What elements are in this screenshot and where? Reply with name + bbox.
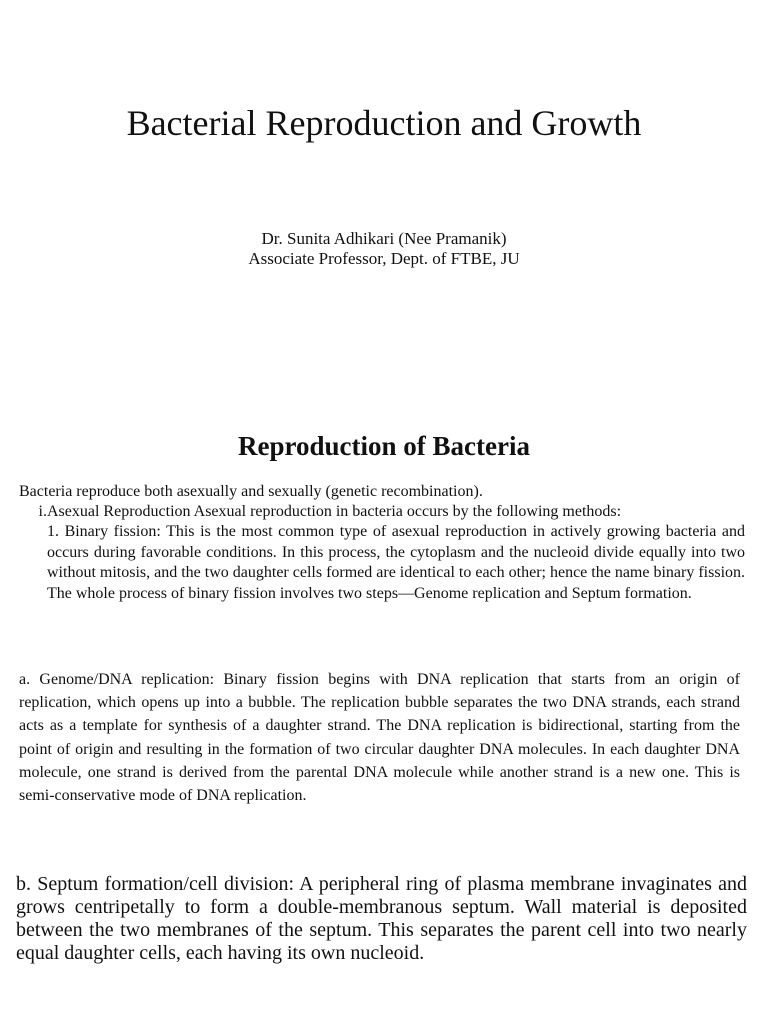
intro-paragraph: Bacteria reproduce both asexually and sexually (genetic recombination). bbox=[19, 483, 483, 500]
binary-fission-paragraph: 1. Binary fission: This is the most common type of asexual reproduction in actively growing bacteria and occurs during favorable conditions. In this process, the cytoplasm and the nucleoid divide equally into two without mitosis, and the two daughter cells formed are identical to each other; hence the name binary fission. The whole process of binary fission involves two steps—Genome replication and Septum formation. bbox=[47, 523, 746, 602]
author-name: Dr. Sunita Adhikari (Nee Pramanik) bbox=[261, 229, 507, 248]
section-heading: Reproduction of Bacteria bbox=[238, 431, 530, 461]
dna-replication-paragraph: a. Genome/DNA replication: Binary fission begins with DNA replication that starts from an origin of replication, which opens up into a bubble. The replication bubble separates the two DNA strands, each strand acts as a template for synthesis of a daughter strand. The DNA replication is bidirectional, starting from the point of origin and resulting in the formation of two circular daughter DNA molecules. In each daughter DNA molecule, one strand is derived from the parental DNA molecule while another strand is a new one. This is semi-conservative mode of DNA replication. bbox=[19, 671, 740, 805]
septum-formation-paragraph: b. Septum formation/cell division: A peripheral ring of plasma membrane invaginates and grows centripetally to form a double-membranous septum. Wall material is deposited between the two membranes of the septum. This separates the parent cell into two nearly equal daughter cells, each having its own nucleoid. bbox=[16, 873, 747, 964]
list-marker: i. bbox=[38, 503, 47, 520]
document-title: Bacterial Reproduction and Growth bbox=[126, 103, 642, 143]
list-item-text: Asexual Reproduction Asexual reproduction in bacteria occurs by the following methods: bbox=[47, 503, 622, 520]
author-position: Associate Professor, Dept. of FTBE, JU bbox=[248, 249, 520, 268]
list-item-asexual bbox=[19, 502, 749, 523]
author-block bbox=[0, 229, 768, 269]
